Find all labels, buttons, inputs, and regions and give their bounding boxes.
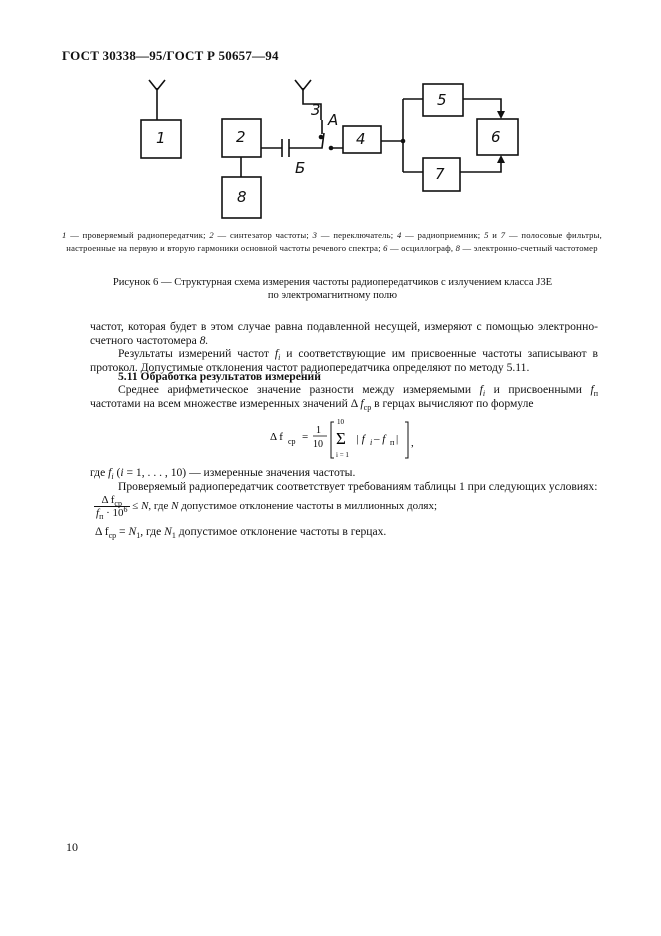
svg-text:– f: – f — [374, 433, 386, 445]
condition-1: Δ $f_{ср}$ $f_п \cdot 10^6$ ≤ N, где N допустимое отклонение частоты в миллионных долях; — [96, 494, 438, 521]
svg-text:| f: | f — [356, 433, 365, 445]
arrow-5-6-icon — [497, 111, 505, 119]
block-2-label: 2 — [236, 128, 246, 146]
split-branches — [403, 99, 423, 172]
svg-text:Δ f: Δ f — [270, 431, 283, 443]
page-number: 10 — [66, 840, 78, 854]
formula-mean-deviation — [270, 416, 420, 462]
condition-2: Δ $f_{ср} = N_1$, где $N_1$ допустимое отклонение частоты в герцах. — [95, 525, 387, 540]
block-4-label: 4 — [356, 130, 366, 148]
junction-dot — [401, 139, 406, 144]
svg-text:10: 10 — [313, 439, 323, 450]
paragraph-results: Результаты измерений частот $f_i$ и соответствующие им присвоенные частоты записывают в протокол. Допустимые отклонения частот радиопередатчика определяют по методу 5.11. — [90, 347, 598, 374]
block-8-label: 8 — [237, 188, 247, 206]
paragraph-continuation: частот, которая будет в этом случае равна подавленной несущей, измеряют с помощью электронно-счетного частотомера 8. — [90, 320, 598, 347]
block-1-label: 1 — [156, 129, 166, 147]
figure-caption: Рисунок 6 — Структурная схема измерения частоты радиопередатчиков с излучением класса J3E по электромагнитному полю — [112, 277, 553, 301]
svg-text:1: 1 — [316, 425, 321, 436]
paragraph-mean: Среднее арифметическое значение разности между измеряемыми $f_i$ и присвоенными $f_п$ частотами на всем множестве измеренных значений Δ $f_{ср}$ в герцах вычисляют по формуле — [90, 383, 598, 412]
svg-text:=: = — [302, 431, 309, 443]
svg-text:ср: ср — [288, 437, 296, 446]
block-7-label: 7 — [435, 165, 445, 183]
figure-legend: 1 — проверяемый радиопередатчик; 2 — синтезатор частоты; 3 — переключатель; 4 — радиоприемник; 5 и 7 — полосовые фильтры, настроенные на первую и вторую гармоники основной частоты речевого спектра; 6 — осциллограф, 8 — электронно-счетный частотомер — [62, 230, 602, 253]
svg-text:i = 1: i = 1 — [336, 451, 349, 459]
point-a-label: А — [328, 111, 339, 129]
block-3-label: 3 — [311, 101, 321, 119]
svg-text:п: п — [390, 438, 395, 447]
arrow-7-6-icon — [497, 155, 505, 163]
link-7-6 — [460, 157, 501, 172]
section-title: 5.11 Обработка результатов измерений — [118, 370, 321, 383]
sigma-icon: Σ — [336, 429, 346, 448]
document-header: ГОСТ 30338—95/ГОСТ Р 50657—94 — [62, 48, 279, 63]
point-b-label: Б — [295, 159, 306, 177]
svg-text:,: , — [411, 437, 414, 449]
svg-text:|: | — [396, 433, 399, 445]
paragraph-conditions: Проверяемый радиопередатчик соответствует требованиям таблицы 1 при следующих условиях: — [118, 480, 598, 493]
block-5-label: 5 — [437, 91, 447, 109]
block-diagram — [0, 0, 661, 230]
block-6-label: 6 — [491, 128, 501, 146]
svg-text:i: i — [370, 438, 373, 447]
antenna-1-icon — [149, 80, 165, 120]
capacitor-icon — [282, 139, 289, 157]
svg-text:10: 10 — [337, 418, 344, 426]
where-clause: где $f_i$ (i = 1, . . . , 10) — измеренные значения частоты. — [90, 466, 356, 481]
link-5-6 — [463, 99, 501, 117]
